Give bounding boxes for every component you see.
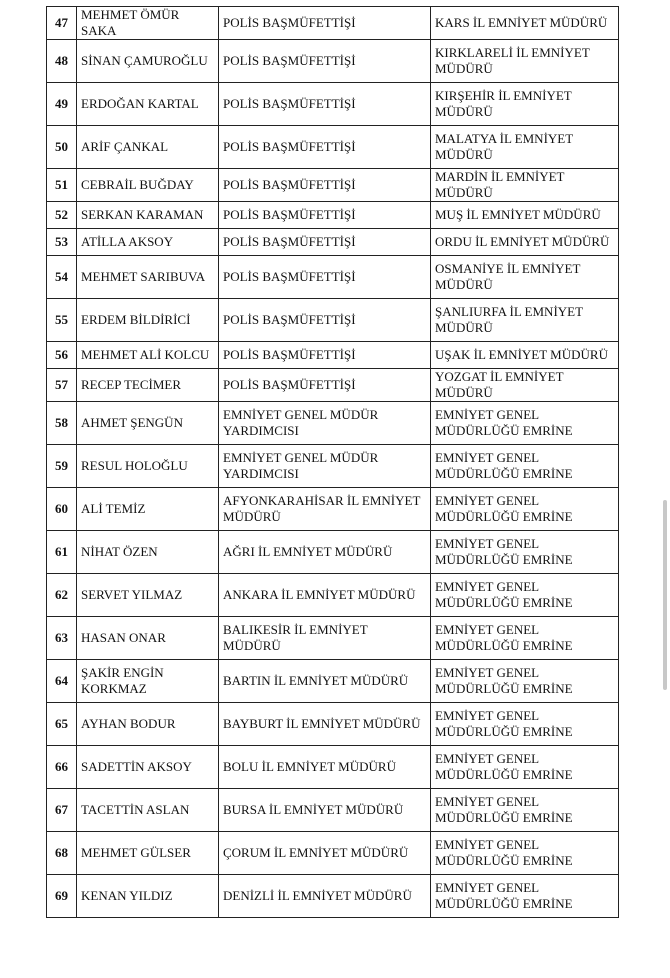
table-row bbox=[47, 402, 619, 445]
new-position: EMNİYET GENEL MÜDÜRLÜĞÜ EMRİNE bbox=[431, 875, 619, 918]
current-position: BALIKESİR İL EMNİYET MÜDÜRÜ bbox=[219, 617, 431, 660]
row-number: 63 bbox=[47, 617, 77, 660]
row-number: 66 bbox=[47, 746, 77, 789]
table-row bbox=[47, 832, 619, 875]
row-number: 53 bbox=[47, 229, 77, 256]
row-number: 57 bbox=[47, 369, 77, 402]
row-number: 65 bbox=[47, 703, 77, 746]
current-position: POLİS BAŞMÜFETTİŞİ bbox=[219, 40, 431, 83]
current-position: POLİS BAŞMÜFETTİŞİ bbox=[219, 229, 431, 256]
person-name: ERDEM BİLDİRİCİ bbox=[77, 299, 219, 342]
new-position: EMNİYET GENEL MÜDÜRLÜĞÜ EMRİNE bbox=[431, 660, 619, 703]
new-position: EMNİYET GENEL MÜDÜRLÜĞÜ EMRİNE bbox=[431, 402, 619, 445]
table-row bbox=[47, 875, 619, 918]
current-position: POLİS BAŞMÜFETTİŞİ bbox=[219, 169, 431, 202]
new-position: EMNİYET GENEL MÜDÜRLÜĞÜ EMRİNE bbox=[431, 531, 619, 574]
person-name: MEHMET SARIBUVA bbox=[77, 256, 219, 299]
person-name: ARİF ÇANKAL bbox=[77, 126, 219, 169]
person-name: ŞAKİR ENGİN KORKMAZ bbox=[77, 660, 219, 703]
new-position: MALATYA İL EMNİYET MÜDÜRÜ bbox=[431, 126, 619, 169]
current-position: POLİS BAŞMÜFETTİŞİ bbox=[219, 202, 431, 229]
current-position: DENİZLİ İL EMNİYET MÜDÜRÜ bbox=[219, 875, 431, 918]
person-name: TACETTİN ASLAN bbox=[77, 789, 219, 832]
person-name: SERVET YILMAZ bbox=[77, 574, 219, 617]
current-position: BOLU İL EMNİYET MÜDÜRÜ bbox=[219, 746, 431, 789]
new-position: EMNİYET GENEL MÜDÜRLÜĞÜ EMRİNE bbox=[431, 617, 619, 660]
row-number: 67 bbox=[47, 789, 77, 832]
table-row bbox=[47, 617, 619, 660]
table-row bbox=[47, 789, 619, 832]
person-name: ERDOĞAN KARTAL bbox=[77, 83, 219, 126]
new-position: KIRŞEHİR İL EMNİYET MÜDÜRÜ bbox=[431, 83, 619, 126]
new-position: EMNİYET GENEL MÜDÜRLÜĞÜ EMRİNE bbox=[431, 832, 619, 875]
table-row bbox=[47, 202, 619, 229]
table-row bbox=[47, 83, 619, 126]
row-number: 64 bbox=[47, 660, 77, 703]
person-name: CEBRAİL BUĞDAY bbox=[77, 169, 219, 202]
person-name: ALİ TEMİZ bbox=[77, 488, 219, 531]
table-row bbox=[47, 40, 619, 83]
table-body bbox=[47, 7, 619, 918]
person-name: AYHAN BODUR bbox=[77, 703, 219, 746]
row-number: 62 bbox=[47, 574, 77, 617]
new-position: OSMANİYE İL EMNİYET MÜDÜRÜ bbox=[431, 256, 619, 299]
current-position: POLİS BAŞMÜFETTİŞİ bbox=[219, 299, 431, 342]
new-position: MARDİN İL EMNİYET MÜDÜRÜ bbox=[431, 169, 619, 202]
row-number: 47 bbox=[47, 7, 77, 40]
table-row bbox=[47, 369, 619, 402]
row-number: 56 bbox=[47, 342, 77, 369]
table-row bbox=[47, 488, 619, 531]
person-name: HASAN ONAR bbox=[77, 617, 219, 660]
current-position: POLİS BAŞMÜFETTİŞİ bbox=[219, 7, 431, 40]
table-row bbox=[47, 342, 619, 369]
row-number: 69 bbox=[47, 875, 77, 918]
current-position: POLİS BAŞMÜFETTİŞİ bbox=[219, 83, 431, 126]
current-position: POLİS BAŞMÜFETTİŞİ bbox=[219, 126, 431, 169]
current-position: AĞRI İL EMNİYET MÜDÜRÜ bbox=[219, 531, 431, 574]
table-row bbox=[47, 445, 619, 488]
table-row bbox=[47, 299, 619, 342]
table-row bbox=[47, 256, 619, 299]
current-position: POLİS BAŞMÜFETTİŞİ bbox=[219, 342, 431, 369]
new-position: ORDU İL EMNİYET MÜDÜRÜ bbox=[431, 229, 619, 256]
person-name: MEHMET GÜLSER bbox=[77, 832, 219, 875]
row-number: 61 bbox=[47, 531, 77, 574]
new-position: UŞAK İL EMNİYET MÜDÜRÜ bbox=[431, 342, 619, 369]
appointment-table bbox=[46, 6, 619, 918]
row-number: 54 bbox=[47, 256, 77, 299]
current-position: ANKARA İL EMNİYET MÜDÜRÜ bbox=[219, 574, 431, 617]
new-position: EMNİYET GENEL MÜDÜRLÜĞÜ EMRİNE bbox=[431, 574, 619, 617]
table-row bbox=[47, 703, 619, 746]
person-name: KENAN YILDIZ bbox=[77, 875, 219, 918]
new-position: EMNİYET GENEL MÜDÜRLÜĞÜ EMRİNE bbox=[431, 789, 619, 832]
person-name: SADETTİN AKSOY bbox=[77, 746, 219, 789]
person-name: AHMET ŞENGÜN bbox=[77, 402, 219, 445]
new-position: MUŞ İL EMNİYET MÜDÜRÜ bbox=[431, 202, 619, 229]
new-position: EMNİYET GENEL MÜDÜRLÜĞÜ EMRİNE bbox=[431, 488, 619, 531]
row-number: 55 bbox=[47, 299, 77, 342]
row-number: 68 bbox=[47, 832, 77, 875]
table-row bbox=[47, 746, 619, 789]
current-position: BAYBURT İL EMNİYET MÜDÜRÜ bbox=[219, 703, 431, 746]
person-name: RECEP TECİMER bbox=[77, 369, 219, 402]
row-number: 60 bbox=[47, 488, 77, 531]
person-name: SERKAN KARAMAN bbox=[77, 202, 219, 229]
person-name: MEHMET ALİ KOLCU bbox=[77, 342, 219, 369]
table-row bbox=[47, 531, 619, 574]
new-position: EMNİYET GENEL MÜDÜRLÜĞÜ EMRİNE bbox=[431, 746, 619, 789]
new-position: YOZGAT İL EMNİYET MÜDÜRÜ bbox=[431, 369, 619, 402]
new-position: EMNİYET GENEL MÜDÜRLÜĞÜ EMRİNE bbox=[431, 703, 619, 746]
new-position: EMNİYET GENEL MÜDÜRLÜĞÜ EMRİNE bbox=[431, 445, 619, 488]
table-row bbox=[47, 126, 619, 169]
table-row bbox=[47, 7, 619, 40]
row-number: 51 bbox=[47, 169, 77, 202]
person-name: RESUL HOLOĞLU bbox=[77, 445, 219, 488]
current-position: BURSA İL EMNİYET MÜDÜRÜ bbox=[219, 789, 431, 832]
current-position: POLİS BAŞMÜFETTİŞİ bbox=[219, 256, 431, 299]
row-number: 49 bbox=[47, 83, 77, 126]
row-number: 58 bbox=[47, 402, 77, 445]
current-position: EMNİYET GENEL MÜDÜR YARDIMCISI bbox=[219, 402, 431, 445]
row-number: 59 bbox=[47, 445, 77, 488]
current-position: BARTIN İL EMNİYET MÜDÜRÜ bbox=[219, 660, 431, 703]
table-row bbox=[47, 660, 619, 703]
table-row bbox=[47, 169, 619, 202]
current-position: EMNİYET GENEL MÜDÜR YARDIMCISI bbox=[219, 445, 431, 488]
person-name: NİHAT ÖZEN bbox=[77, 531, 219, 574]
table-row bbox=[47, 229, 619, 256]
scrollbar[interactable] bbox=[663, 500, 667, 690]
row-number: 52 bbox=[47, 202, 77, 229]
new-position: KARS İL EMNİYET MÜDÜRÜ bbox=[431, 7, 619, 40]
current-position: AFYONKARAHİSAR İL EMNİYET MÜDÜRÜ bbox=[219, 488, 431, 531]
current-position: POLİS BAŞMÜFETTİŞİ bbox=[219, 369, 431, 402]
person-name: MEHMET ÖMÜR SAKA bbox=[77, 7, 219, 40]
row-number: 50 bbox=[47, 126, 77, 169]
new-position: KIRKLARELİ İL EMNİYET MÜDÜRÜ bbox=[431, 40, 619, 83]
table-row bbox=[47, 574, 619, 617]
new-position: ŞANLIURFA İL EMNİYET MÜDÜRÜ bbox=[431, 299, 619, 342]
person-name: ATİLLA AKSOY bbox=[77, 229, 219, 256]
person-name: SİNAN ÇAMUROĞLU bbox=[77, 40, 219, 83]
row-number: 48 bbox=[47, 40, 77, 83]
current-position: ÇORUM İL EMNİYET MÜDÜRÜ bbox=[219, 832, 431, 875]
